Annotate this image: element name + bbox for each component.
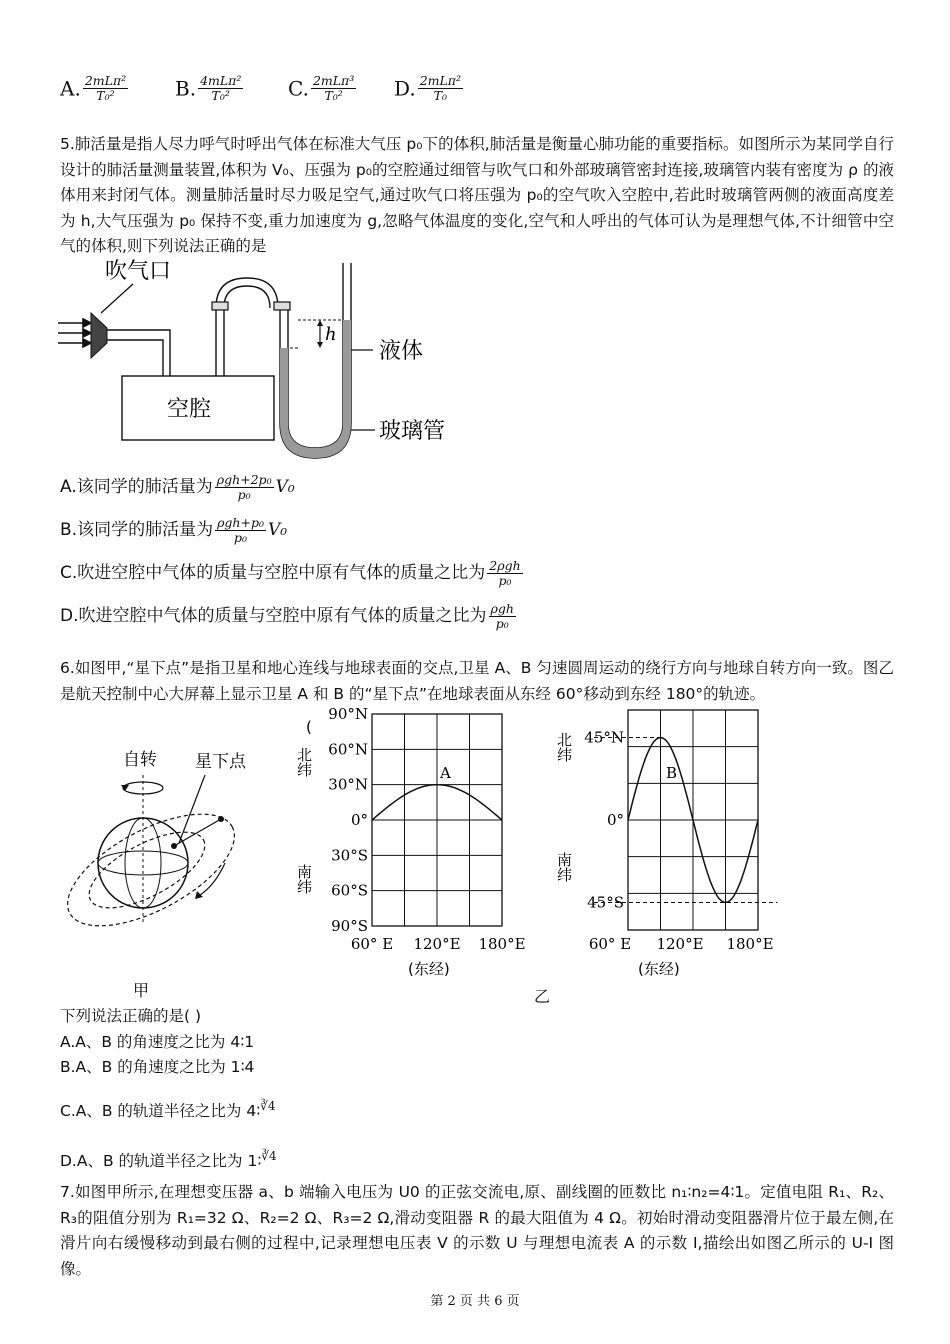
chart-a-y-tick: 60°N (328, 740, 368, 759)
q4-option-a-num: 2mLπ² (84, 73, 127, 88)
chart-a-x-tick: 120°E (413, 935, 461, 953)
q5-option-b-text: B.该同学的肺活量为 (60, 520, 214, 540)
chart-a-y-tick: 30°S (331, 846, 368, 865)
q5-option-d-den: p₀ (495, 615, 509, 631)
liquid-label: 液体 (379, 339, 424, 364)
caption-yi: 乙 (534, 987, 551, 1006)
q5-option-a[interactable] (60, 472, 295, 502)
chart-a-svg (295, 702, 540, 984)
earth-orbit-diagram (55, 745, 255, 1000)
q4-option-c[interactable] (288, 74, 358, 103)
q6-option-c[interactable] (60, 1094, 276, 1124)
q6-option-d-text: D.A、B 的轨道半径之比为 1∶ (60, 1152, 262, 1171)
chart-a-y-tick: 30°N (328, 775, 368, 794)
q5-option-b-num: ρgh+p₀ (217, 514, 264, 530)
q5-option-a-text: A.该同学的肺活量为 (60, 477, 213, 497)
chart-b-y-tick: 45°S (587, 893, 624, 912)
chart-b-x-title: (东经) (638, 960, 680, 978)
chart-b-x-tick: 60° E (588, 935, 632, 953)
q5-option-b-tail: V₀ (267, 520, 288, 540)
q4-option-b-label: B. (175, 76, 197, 101)
chart-b-south-label: 南纬 (555, 852, 573, 882)
q4-options (60, 66, 480, 120)
q6-option-d[interactable] (60, 1144, 277, 1174)
chart-a-x-title: (东经) (408, 960, 450, 978)
inlet-label: 吹气口 (105, 259, 172, 284)
chart-a-y-tick: 0° (350, 811, 368, 829)
q4-option-d[interactable] (394, 74, 465, 103)
q4-option-c-label: C. (288, 76, 309, 101)
h-label: h (325, 324, 337, 345)
q4-option-a[interactable] (60, 74, 130, 103)
chart-b-y-tick: 45°N (584, 728, 624, 747)
q4-option-b[interactable] (175, 74, 245, 103)
q4-option-b-den: T₀² (211, 88, 230, 103)
q5-option-c-num: 2ρgh (489, 557, 521, 573)
q7-stem: 7.如图甲所示,在理想变压器 a、b 端输入电压为 U0 的正弦交流电,原、副线圈的匝数比 n₁∶n₂=4∶1。定值电阻 R₁、R₂、R₃的阻值分别为 R₁=32 Ω、R₂=2 Ω、R₃=2 Ω,滑动变阻器 R 的最大阻值为 4 Ω。初始时滑动变阻器滑片位于最左侧,在滑片向右缓慢移动到最右侧的过程中,记录理想电压表 V 的示数 U 与理想电流表 A 的示数 I,描绘出如图乙所示的 U-I 图像。 (60, 1183, 894, 1278)
q4-option-a-den: T₀² (96, 88, 115, 103)
mouthpiece-shape (91, 313, 107, 358)
cavity-label: 空腔 (167, 397, 212, 422)
q6-option-d-cuberoot: ∛4 (261, 1149, 277, 1163)
chart-b-north-label: 北纬 (555, 732, 573, 762)
q6-option-a[interactable]: A.A、B 的角速度之比为 4∶1 (60, 1033, 255, 1051)
chart-a (295, 702, 540, 984)
chart-b-series-label: B (666, 764, 678, 782)
chart-b-x-tick: 120°E (656, 935, 704, 953)
q6-option-c-text: C.A、B 的轨道半径之比为 4∶ (60, 1102, 261, 1121)
q5-option-a-den: p₀ (237, 486, 251, 502)
q5-option-d-num: ρgh (490, 600, 514, 616)
q4-option-d-den: T₀ (433, 88, 448, 103)
chart-a-north-label: 北纬 (295, 747, 313, 777)
q6-question: 下列说法正确的是( ) (60, 1007, 202, 1025)
q5-option-a-tail: V₀ (275, 477, 295, 497)
chart-a-y-tick: 60°S (331, 881, 368, 900)
q4-option-c-den: T₀² (324, 88, 343, 103)
q5-option-c-text: C.吹进空腔中气体的质量与空腔中原有气体的质量之比为 (60, 563, 486, 583)
chart-a-north-paren-top: ( (306, 718, 312, 736)
chart-a-south-label: 南纬 (295, 864, 313, 894)
chart-a-series-label: A (440, 764, 451, 782)
q4-option-b-num: 4mLπ² (200, 73, 242, 88)
chart-a-grid (372, 714, 502, 926)
chart-a-x-tick: 180°E (478, 935, 526, 953)
q5-option-d[interactable] (60, 601, 518, 631)
chart-b-svg (555, 702, 780, 984)
lung-capacity-apparatus (55, 258, 475, 468)
q4-option-d-label: D. (394, 76, 416, 101)
q5-option-a-num: ρgh+2p₀ (216, 471, 272, 487)
q5-figure (55, 258, 475, 468)
q4-option-d-num: 2mLπ² (419, 73, 462, 88)
q4-option-a-label: A. (60, 76, 81, 101)
q5-option-c-den: p₀ (498, 572, 512, 588)
q5-option-b[interactable] (60, 515, 287, 545)
chart-a-y-tick: 90°N (328, 705, 368, 723)
airflow-arrows (58, 319, 91, 347)
chart-b-x-tick: 180°E (726, 935, 774, 953)
fig-jia (55, 745, 255, 1000)
q6-option-c-cuberoot: ∛4 (260, 1099, 276, 1113)
q5-option-c[interactable] (60, 558, 525, 588)
q4-option-c-num: 2mLπ³ (312, 73, 355, 88)
chart-a-x-tick: 60° E (350, 935, 394, 953)
q6-stem: 6.如图甲,“星下点”是指卫星和地心连线与地球表面的交点,卫星 A、B 匀速圆周运动的绕行方向与地球自转方向一致。图乙是航天控制中心大屏幕上显示卫星 A 和 B 的“星下点”在地球表面从东经 60°移动到东经 180°的轨迹。 (60, 659, 894, 703)
q5-option-b-den: p₀ (234, 529, 248, 545)
page-footer: 第 2 页 共 6 页 (430, 1294, 520, 1309)
q6-option-b[interactable]: B.A、B 的角速度之比为 1∶4 (60, 1058, 255, 1076)
q5-stem: 5.肺活量是指人尽力呼气时呼出气体在标准大气压 p₀下的体积,肺活量是衡量心肺功能的重要指标。如图所示为某同学自行设计的肺活量测量装置,体积为 V₀、压强为 p₀的空腔通过细管与吹气口和外部玻璃管密封连接,玻璃管内装有密度为 ρ 的液体用来封闭气体。测量肺活量时尽力吸足空气,通过吹气口将压强为 p₀的空气吹入空腔中,若此时玻璃管两侧的液面高度差为 h,大气压强为 p₀ 保持不变,重力加速度为 g,忽略气体温度的变化,空气和人呼出的气体可认为是理想气体,不计细管中空气的体积,则下列说法正确的是 (60, 135, 894, 255)
chart-a-y-tick: 90°S (331, 917, 368, 935)
chart-b (555, 702, 780, 984)
liquid-fill (280, 320, 351, 458)
subpoint-label: 星下点 (195, 752, 246, 772)
caption-jia: 甲 (133, 981, 150, 1000)
chart-b-y-tick: 0° (606, 811, 624, 829)
glass-tube-label: 玻璃管 (379, 419, 446, 444)
rotation-label: 自转 (123, 750, 157, 770)
q5-option-d-text: D.吹进空腔中气体的质量与空腔中原有气体的质量之比为 (60, 606, 487, 626)
